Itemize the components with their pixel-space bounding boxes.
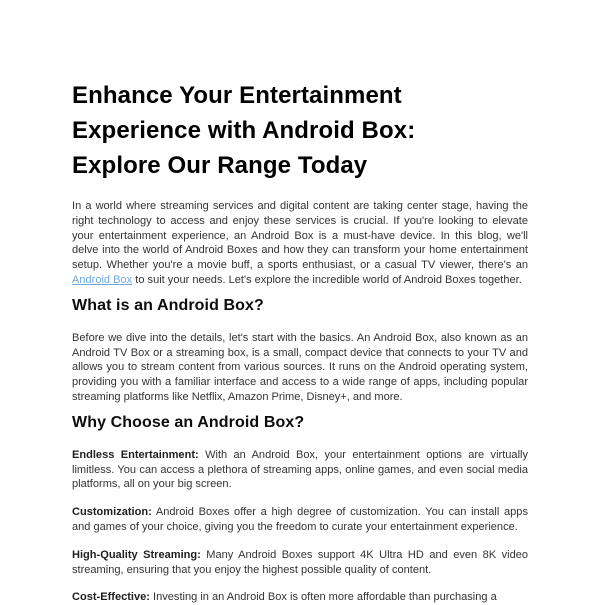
intro-text-after-link: to suit your needs. Let's explore the incredible world of Android Boxes together.: [135, 273, 522, 286]
feature-text-customization: Android Boxes offer a high degree of customization. You can install apps and games of your choice, giving you the freedom to curate your entertainment experience.: [72, 506, 528, 533]
what-is-android-box-paragraph: Before we dive into the details, let's start with the basics. An Android Box, also known as an Android TV Box or a streaming box, is a small, compact device that connects to your TV and allows you to stream content from various sources. It runs on the Android operating system, providing you with a familiar interface and access to a wide range of apps, including popular streaming platforms like Netflix, Amazon Prime, Disney+, and more.: [72, 331, 528, 403]
feature-text-endless-entertainment: With an Android Box, your entertainment options are virtually limitless. You can access a plethora of streaming apps, online games, and even social media platforms, all on your big screen.: [72, 448, 529, 491]
page-title: Enhance Your Entertainment Experience with Android Box: Explore Our Range Today: [72, 82, 416, 179]
feature-paragraph-high-quality-streaming: [72, 548, 528, 578]
feature-label-customization: Customization:: [72, 506, 152, 519]
section-heading-what-is-android-box: What is an Android Box?: [72, 296, 264, 314]
section-heading-why-choose-android-box: Why Choose an Android Box?: [72, 413, 305, 431]
feature-label-endless-entertainment: Endless Entertainment:: [72, 448, 199, 461]
intro-paragraph: [72, 199, 528, 288]
feature-label-cost-effective: Cost-Effective:: [72, 591, 150, 604]
intro-text-before-link: In a world where streaming services and digital content are taking center stage, having the right technology to access and enjoy these services is crucial. If you're looking to elevate your entertainment experience, an Android Box is a must-have device. In this blog, we'll delve into the world of Android Boxes and how they can transform your home entertainment setup. Whether you're a movie buff, a sports enthusiast, or a casual TV viewer, there's an: [72, 200, 528, 272]
feature-paragraph-customization: [72, 505, 528, 535]
android-box-link[interactable]: Android Box: [72, 273, 133, 286]
feature-text-cost-effective: Investing in an Android Box is often more affordable than purchasing a: [153, 591, 497, 604]
feature-paragraph-cost-effective: [72, 590, 528, 605]
feature-paragraph-endless-entertainment: [72, 448, 528, 492]
feature-label-high-quality-streaming: High-Quality Streaming:: [72, 548, 201, 561]
feature-text-high-quality-streaming: Many Android Boxes support 4K Ultra HD and even 8K video streaming, ensuring that you enjoy the highest possible quality of content.: [72, 548, 528, 576]
